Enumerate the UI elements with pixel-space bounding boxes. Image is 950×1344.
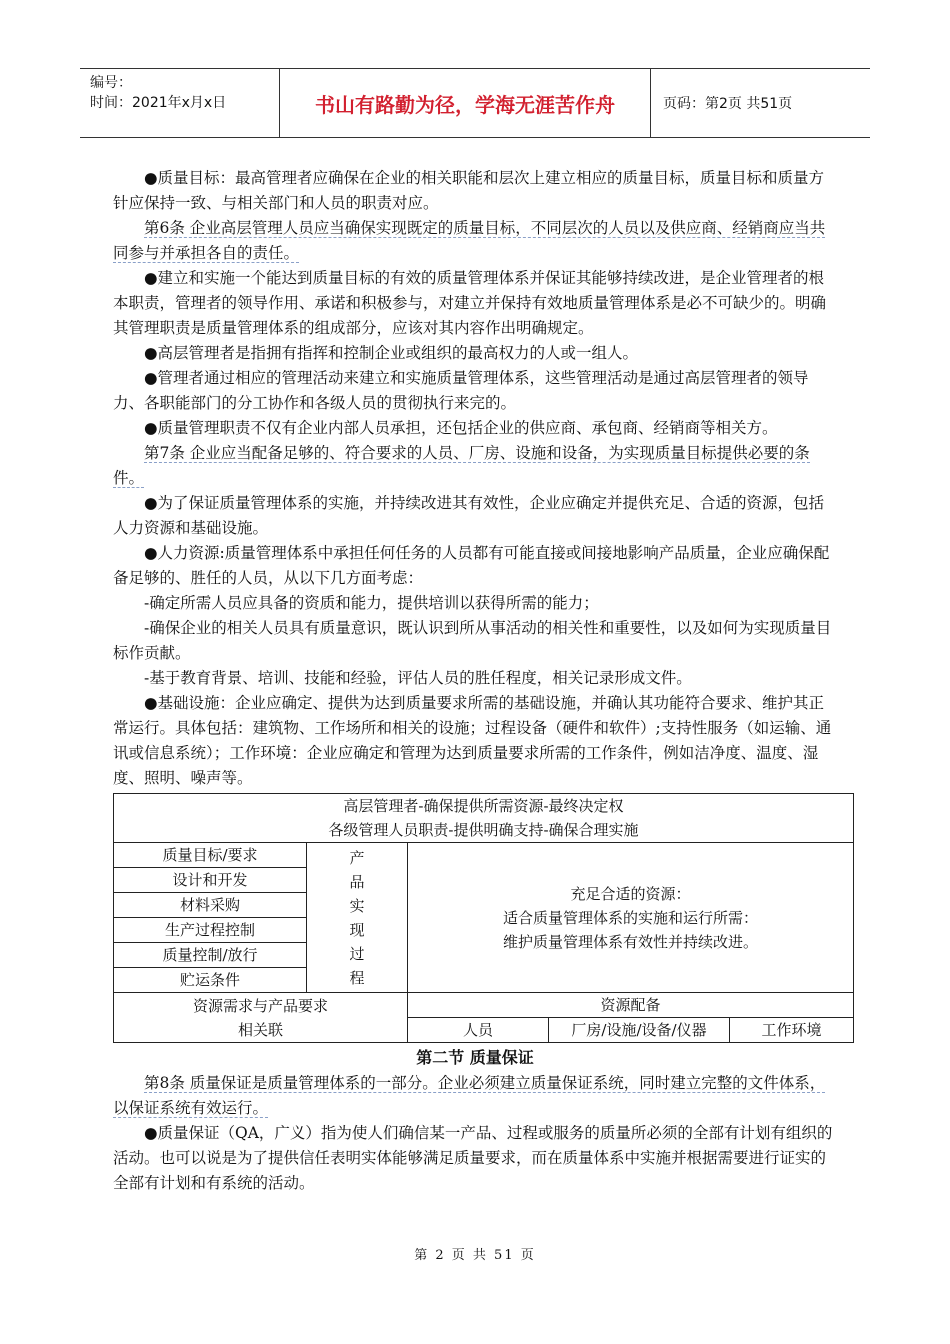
- resource-table: [113, 793, 854, 1043]
- header-meta: [80, 69, 280, 137]
- left-item: 材料采购: [114, 893, 307, 918]
- bottom-left-cell: [114, 993, 408, 1043]
- table-top-line: 各级管理人员职责-提供明确支持-确保合理实施: [328, 821, 639, 839]
- paragraph: ●管理者通过相应的管理活动来建立和实施质量管理体系，这些管理活动是通过高层管理者的领导力、各职能部门的分工协作和各级人员的贯彻执行来完的。: [113, 369, 809, 412]
- section-title: 第二节 质量保证: [416, 1048, 534, 1067]
- paragraph: ●人力资源:质量管理体系中承担任何任务的人员都有可能直接或间接地影响产品质量，企业应确保配备足够的、胜任的人员，从以下几方面考虑：: [113, 544, 830, 587]
- paragraph: ●质量管理职责不仅有企业内部人员承担，还包括企业的供应商、承包商、经销商等相关方。: [144, 419, 778, 437]
- paragraph: ●建立和实施一个能达到质量目标的有效的质量管理体系并保证其能够持续改进，是企业管理者的根本职责，管理者的领导作用、承诺和积极参与，对建立并保持有效地质量管理体系是必不可缺少的。明确其管理职责是质量管理体系的组成部分，应该对其内容作出明确规定。: [113, 269, 827, 337]
- page-header: [80, 68, 870, 138]
- left-item: 贮运条件: [114, 968, 307, 993]
- left-item: 质量控制/放行: [114, 943, 307, 968]
- time-label: 时间：2021年x月x日: [90, 95, 227, 111]
- header-motto: 书山有路勤为径，学海无涯苦作舟: [280, 69, 651, 137]
- paragraph: -确定所需人员应具备的资质和能力，提供培训以获得所需的能力；: [144, 594, 599, 612]
- article-7: 第7条 企业应当配备足够的、符合要求的人员、厂房、设施和设备，为实现质量目标提供必要的条件。: [113, 444, 810, 487]
- number-label: 编号：: [90, 75, 132, 91]
- paragraph: -基于教育背景、培训、技能和经验，评估人员的胜任程度，相关记录形成文件。: [144, 669, 692, 687]
- paragraph: ●为了保证质量管理体系的实施，并持续改进其有效性，企业应确定并提供充足、合适的资源，包括人力资源和基础设施。: [113, 494, 825, 537]
- vertical-char: 实: [349, 896, 365, 915]
- bottom-item: 厂房/设施/设备/仪器: [549, 1018, 730, 1043]
- resource-line: 维护质量管理体系有效性并持续改进。: [502, 932, 758, 951]
- article-8: 第8条 质量保证是质量管理体系的一部分。企业必须建立质量保证系统，同时建立完整的文件体系，以保证系统有效运行。: [113, 1074, 826, 1117]
- vertical-char: 产: [349, 848, 365, 867]
- table-top-cell: [114, 794, 854, 843]
- product-realization-cell: [307, 843, 408, 993]
- paragraph: -确保企业的相关人员具有质量意识，既认识到所从事活动的相关性和重要性，以及如何为实现质量目标作贡献。: [113, 619, 832, 662]
- paragraph: ●高层管理者是指拥有指挥和控制企业或组织的最高权力的人或一组人。: [144, 344, 639, 362]
- vertical-char: 现: [349, 920, 365, 939]
- bottom-right-title: 资源配备: [408, 993, 854, 1018]
- document-body: [113, 166, 837, 1196]
- resource-line: 充足合适的资源：: [570, 884, 691, 903]
- left-item: 生产过程控制: [114, 918, 307, 943]
- vertical-char: 品: [349, 872, 365, 891]
- left-item: 质量目标/要求: [114, 843, 307, 868]
- vertical-char: 过: [349, 944, 365, 963]
- paragraph: ●基础设施：企业应确定、提供为达到质量要求所需的基础设施，并确认其功能符合要求、维护其正常运行。具体包括：建筑物、工作场所和相关的设施；过程设备（硬件和软件）;支持性服务（如运输、通讯或信息系统）；工作环境：企业应确定和管理为达到质量要求所需的工作条件，例如洁净度、温度、湿度、照明、噪声等。: [113, 694, 832, 787]
- resources-cell: [408, 843, 854, 993]
- paragraph: ●质量目标：最高管理者应确保在企业的相关职能和层次上建立相应的质量目标，质量目标和质量方针应保持一致、与相关部门和人员的职责对应。: [113, 169, 825, 212]
- table-top-line: 高层管理者-确保提供所需资源-最终决定权: [343, 797, 624, 815]
- left-item: 设计和开发: [114, 868, 307, 893]
- header-page-info: 页码：第2页 共51页: [663, 96, 793, 112]
- article-6: 第6条 企业高层管理人员应当确保实现既定的质量目标，不同层次的人员以及供应商、经销商应当共同参与并承担各自的责任。: [113, 219, 826, 262]
- page-footer: 第 2 页 共 51 页: [414, 1248, 536, 1263]
- bottom-left-line: 相关联: [237, 1020, 283, 1039]
- resource-line: 适合质量管理体系的实施和运行所需：: [502, 908, 758, 927]
- vertical-char: 程: [349, 968, 365, 987]
- paragraph: ●质量保证（QA，广义）指为使人们确信某一产品、过程或服务的质量所必须的全部有计划有组织的活动。也可以说是为了提供信任表明实体能够满足质量要求，而在质量体系中实施并根据需要进行证实的全部有计划和有系统的活动。: [113, 1124, 833, 1192]
- bottom-item: 人员: [408, 1018, 549, 1043]
- bottom-left-line: 资源需求与产品要求: [192, 996, 328, 1015]
- bottom-item: 工作环境: [730, 1018, 854, 1043]
